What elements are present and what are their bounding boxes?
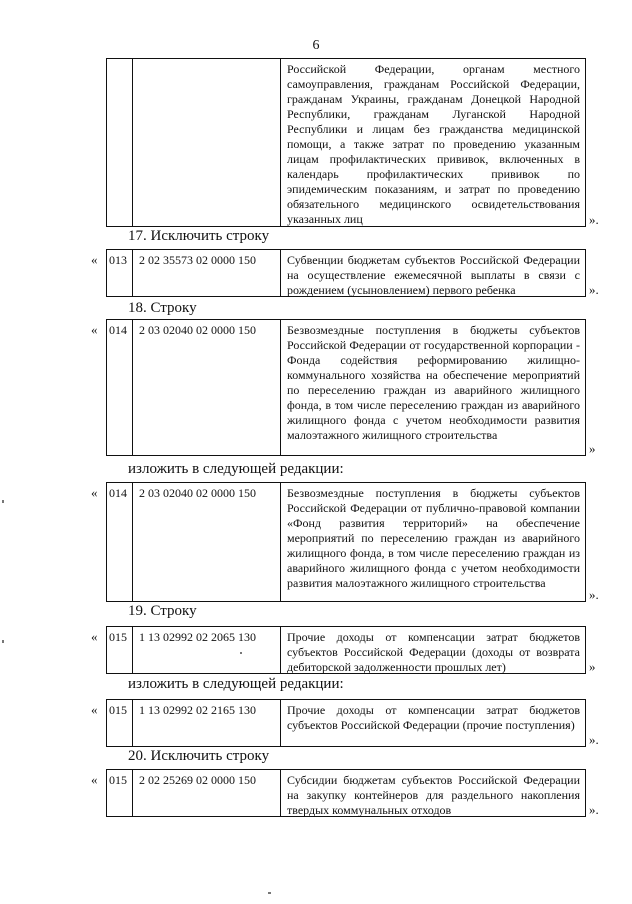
heading-item-19: 19. Строку <box>128 603 197 619</box>
heading-item-18: 18. Строку <box>128 300 197 316</box>
row-code: 014 <box>107 320 133 455</box>
row-description: Прочие доходы от компенсации затрат бюджетов субъектов Российской Федерации (доходы от возврата дебиторской задолженности прошлых лет) <box>287 630 580 674</box>
scan-speck <box>268 892 271 894</box>
closing-quote: ». <box>589 212 599 227</box>
row-description: Субсидии бюджетам субъектов Российской Федерации на закупку контейнеров для раздельного накопления твердых коммунальных отходов <box>287 773 580 817</box>
opening-quote: « <box>91 485 98 500</box>
closing-quote: » <box>589 659 596 674</box>
row-kbk: 2 02 25269 02 0000 150 <box>133 770 281 816</box>
row-code: 014 <box>107 483 133 601</box>
row-code: 015 <box>107 627 133 673</box>
row-kbk: 2 02 35573 02 0000 150 <box>133 250 281 296</box>
page-number: 6 <box>312 38 320 53</box>
row-kbk <box>133 59 281 226</box>
closing-quote: ». <box>589 802 599 817</box>
table-row-015-old <box>106 626 586 674</box>
table-row-015-new <box>106 699 586 747</box>
opening-quote: « <box>91 252 98 267</box>
row-kbk: 1 13 02992 02 2065 130 <box>133 627 281 673</box>
closing-quote: » <box>589 441 596 456</box>
row-description: Безвозмездные поступления в бюджеты субъектов Российской Федерации от публично-правовой компании «Фонд развития территорий» на обеспечение мероприятий по переселению граждан из аварийного жилищного фонда, в том числе переселению граждан из аварийного жилищного фонда с учетом необходимости развития малоэтажного жилищного строительства <box>287 486 580 590</box>
table-row-continuation <box>106 58 586 227</box>
row-code <box>107 59 133 226</box>
table-row-015-subsidy <box>106 769 586 817</box>
heading-new-edition: изложить в следующей редакции: <box>128 676 344 692</box>
table-row-014-old <box>106 319 586 456</box>
closing-quote: ». <box>589 732 599 747</box>
closing-quote: ». <box>589 282 599 297</box>
row-description: Безвозмездные поступления в бюджеты субъектов Российской Федерации от государственной корпорации - Фонда содействия реформированию жилищно-коммунального хозяйства на обеспечение мероприятий по переселению граждан из аварийного жилищного фонда, в том числе переселению граждан из аварийного жилищного фонда с учетом необходимости развития малоэтажного жилищного строительства <box>287 323 580 442</box>
row-kbk: 1 13 02992 02 2165 130 <box>133 700 281 746</box>
row-code: 015 <box>107 700 133 746</box>
heading-item-17: 17. Исключить строку <box>128 228 270 244</box>
table-row-014-new <box>106 482 586 602</box>
opening-quote: « <box>91 322 98 337</box>
closing-quote: ». <box>589 587 599 602</box>
row-code: 015 <box>107 770 133 816</box>
scan-speck <box>2 500 4 503</box>
row-code: 013 <box>107 250 133 296</box>
scan-speck <box>240 652 242 654</box>
opening-quote: « <box>91 772 98 787</box>
scan-speck <box>2 640 4 643</box>
heading-new-edition: изложить в следующей редакции: <box>128 461 344 477</box>
heading-item-20: 20. Исключить строку <box>128 748 270 764</box>
row-kbk: 2 03 02040 02 0000 150 <box>133 483 281 601</box>
row-description: Прочие доходы от компенсации затрат бюджетов субъектов Российской Федерации (прочие поступления) <box>287 703 580 732</box>
row-description: Российской Федерации, органам местного самоуправления, гражданам Российской Федерации, гражданам Украины, гражданам Донецкой Народной Республики, гражданам Луганской Народной Республики и лицам без гражданства медицинской помощи, а также затрат по проведению указанным лицам профилактических прививок, включенных в календарь профилактических прививок по эпидемическим показаниям, и затрат по проведению обязательного медицинского освидетельствования указанных лиц <box>287 62 580 226</box>
opening-quote: « <box>91 629 98 644</box>
row-description: Субвенции бюджетам субъектов Российской Федерации на осуществление ежемесячной выплаты в связи с рождением (усыновлением) первого ребенка <box>287 253 580 297</box>
opening-quote: « <box>91 702 98 717</box>
table-row-013 <box>106 249 586 297</box>
row-kbk: 2 03 02040 02 0000 150 <box>133 320 281 455</box>
